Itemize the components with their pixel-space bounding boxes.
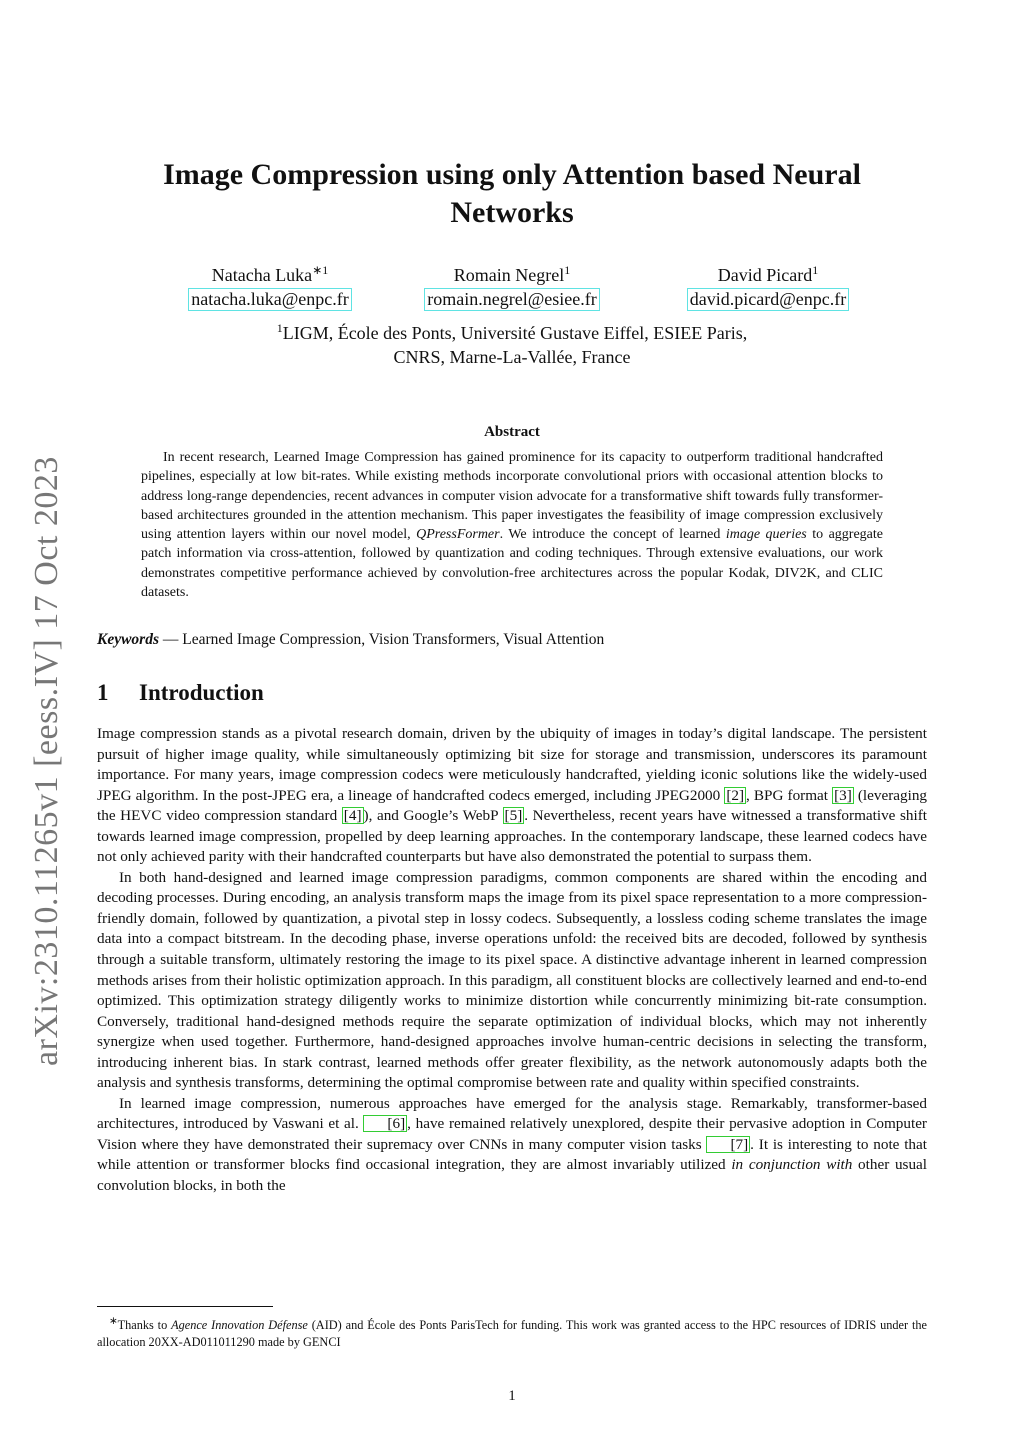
affiliation-mark: 1 bbox=[276, 321, 283, 335]
author-email-link[interactable]: david.picard@enpc.fr bbox=[687, 288, 850, 311]
footnote-text: Thanks to bbox=[117, 1318, 172, 1333]
intro-italic-text: in conjunction with bbox=[731, 1156, 853, 1174]
citation-link[interactable]: [5] bbox=[504, 807, 523, 825]
intro-text: In learned image compression, numerous approaches have emerged for the analysis stage. Remarkably, transformer-based architectures, introduced by Vaswani et al. bbox=[97, 1094, 927, 1133]
keywords-label: Keywords bbox=[97, 631, 159, 648]
abstract-text-a: In recent research, Learned Image Compression has gained prominence for its capacity to outperform traditional handcrafted pipelines, especially at low bit-rates. While existing methods incorporate convolutional priors with occasional attention blocks to address long-range dependencies, recent advances in computer vision advocate for a transformative shift towards fully transformer-based architectures grounded in the attention mechanism. This paper investigates the feasibility of image compression exclusively using attention layers within our novel model, bbox=[141, 450, 883, 543]
abstract-heading: Abstract bbox=[484, 424, 540, 440]
affiliation-line-1: LIGM, École des Ponts, Université Gustave Eiffel, ESIEE Paris, bbox=[282, 323, 748, 343]
intro-text: , have remained relatively unexplored, despite their pervasive adoption in Computer Vision where they have demonstrated their supremacy over CNNs in many computer vision tasks bbox=[97, 1115, 927, 1153]
author-list bbox=[150, 258, 874, 310]
page-number: 1 bbox=[508, 1388, 516, 1404]
intro-text: . It is interesting to note that while attention or transformer blocks find occasional integration, they are almost invariably utilized bbox=[97, 1135, 927, 1174]
image-queries-term: image queries bbox=[725, 527, 807, 543]
intro-paragraph-3 bbox=[97, 1094, 927, 1197]
intro-text: other usual convolution blocks, in both the bbox=[97, 1156, 927, 1195]
intro-paragraph-1 bbox=[97, 724, 927, 868]
intro-paragraph-2: In both hand-designed and learned image compression paradigms, common components are shared within the encoding and decoding processes. During encoding, an analysis transform maps the image from its pixel space representation to a more compression-friendly domain, followed by quantization, a pivotal step in lossy codecs. Subsequently, a lossless coding scheme translates the image data into a compact bitstream. In the decoding phase, inverse operations unfold: the received bits are decoded, followed by synthesis through a suitable transform, ultimately restoring the image to its pixel space. A distinctive advantage inherent in learned compression methods arises from their holistic optimization approach. In this paradigm, all constituent blocks are collectively learned and end-to-end optimized. This optimization strategy diligently works to minimize distortion while concurrently minimizing bit-rate consumption. Conversely, traditional hand-designed methods require the separate optimization of individual blocks, which may not inherently synergize when used together. Furthermore, hand-designed approaches involve human-centric decisions in selecting the transform, introducing inherent bias. In stark contrast, learned methods offer greater flexibility, as the network autonomously adapts both the analysis and synthesis transforms, determining the optimal compromise between rate and quality within specified constraints. bbox=[97, 868, 927, 1092]
intro-text: ), and Google’s WebP bbox=[363, 807, 503, 825]
footnote-mark: ∗ bbox=[109, 1316, 118, 1327]
author-email-link[interactable]: natacha.luka@enpc.fr bbox=[188, 288, 352, 311]
author-name: Romain Negrel bbox=[453, 265, 565, 285]
footnote-divider bbox=[97, 1306, 273, 1307]
citation-link[interactable]: [2] bbox=[726, 786, 745, 804]
keywords-line bbox=[97, 630, 927, 650]
introduction-body bbox=[97, 724, 927, 1197]
section-title: Introduction bbox=[139, 680, 264, 705]
abstract-text-b: . We introduce the concept of learned bbox=[499, 527, 726, 543]
intro-text: (leveraging the HEVC video compression standard bbox=[97, 786, 928, 825]
citation-link[interactable]: [4] bbox=[343, 807, 362, 825]
paper-title bbox=[90, 156, 934, 232]
author-2 bbox=[392, 258, 632, 311]
author-mark: 1 bbox=[564, 263, 571, 277]
author-mark: ∗1 bbox=[312, 263, 329, 277]
intro-text: . Nevertheless, recent years have witnessed a transformative shift towards learned image compression, propelled by deep learning approaches. In the contemporary landscape, these learned codecs have not only achieved parity with their handcrafted counterparts but have also demonstrated the potential to surpass them. bbox=[97, 807, 927, 866]
abstract-body bbox=[141, 448, 883, 602]
intro-text: Image compression stands as a pivotal research domain, driven by the ubiquity of images in today’s digital landscape. The persistent pursuit of higher image quality, while simultaneously optimizing bit size for storage and transmission, underscores its paramount importance. For many years, image compression codecs were meticulously handcrafted, yielding iconic solutions like the widely-used JPEG algorithm. In the post-JPEG era, a lineage of handcrafted codecs emerged, including JPEG2000 bbox=[97, 725, 927, 804]
abstract-text-c: to aggregate patch information via cross-attention, followed by quantization and coding techniques. Through extensive evaluations, our work demonstrates competitive performance achieved by convolution-free architectures across the popular Kodak, DIV2K, and CLIC datasets. bbox=[141, 527, 883, 601]
footnote bbox=[97, 1313, 927, 1351]
author-1 bbox=[150, 258, 390, 311]
author-mark: 1 bbox=[812, 263, 819, 277]
author-3 bbox=[648, 258, 888, 311]
model-name: QPressFormer bbox=[416, 527, 500, 543]
citation-link[interactable]: [3] bbox=[834, 786, 852, 804]
section-heading bbox=[97, 680, 264, 706]
footnote-text: (AID) and École des Ponts ParisTech for funding. This work was granted access to the HPC resources of IDRIS under the allocation 20XX-AD011011290 made by GENCI bbox=[97, 1318, 927, 1350]
author-name: David Picard bbox=[717, 265, 813, 285]
title-line-2: Networks bbox=[450, 196, 574, 229]
intro-text: , BPG format bbox=[746, 786, 833, 804]
affiliation bbox=[120, 316, 904, 369]
author-name: Natacha Luka bbox=[211, 265, 313, 285]
title-line-1: Image Compression using only Attention based Neural bbox=[163, 158, 861, 191]
citation-link[interactable]: [7] bbox=[706, 1136, 750, 1153]
section-number: 1 bbox=[97, 680, 109, 705]
affiliation-line-2: CNRS, Marne-La-Vallée, France bbox=[393, 347, 631, 367]
arxiv-identifier: arXiv:2310.11265v1 [eess.IV] 17 Oct 2023 bbox=[28, 456, 65, 1066]
citation-link[interactable]: [6] bbox=[363, 1115, 407, 1132]
author-email-link[interactable]: romain.negrel@esiee.fr bbox=[424, 288, 600, 311]
footnote-agency: Agence Innovation Défense bbox=[171, 1318, 308, 1333]
keywords-text: — Learned Image Compression, Vision Transformers, Visual Attention bbox=[159, 631, 605, 648]
